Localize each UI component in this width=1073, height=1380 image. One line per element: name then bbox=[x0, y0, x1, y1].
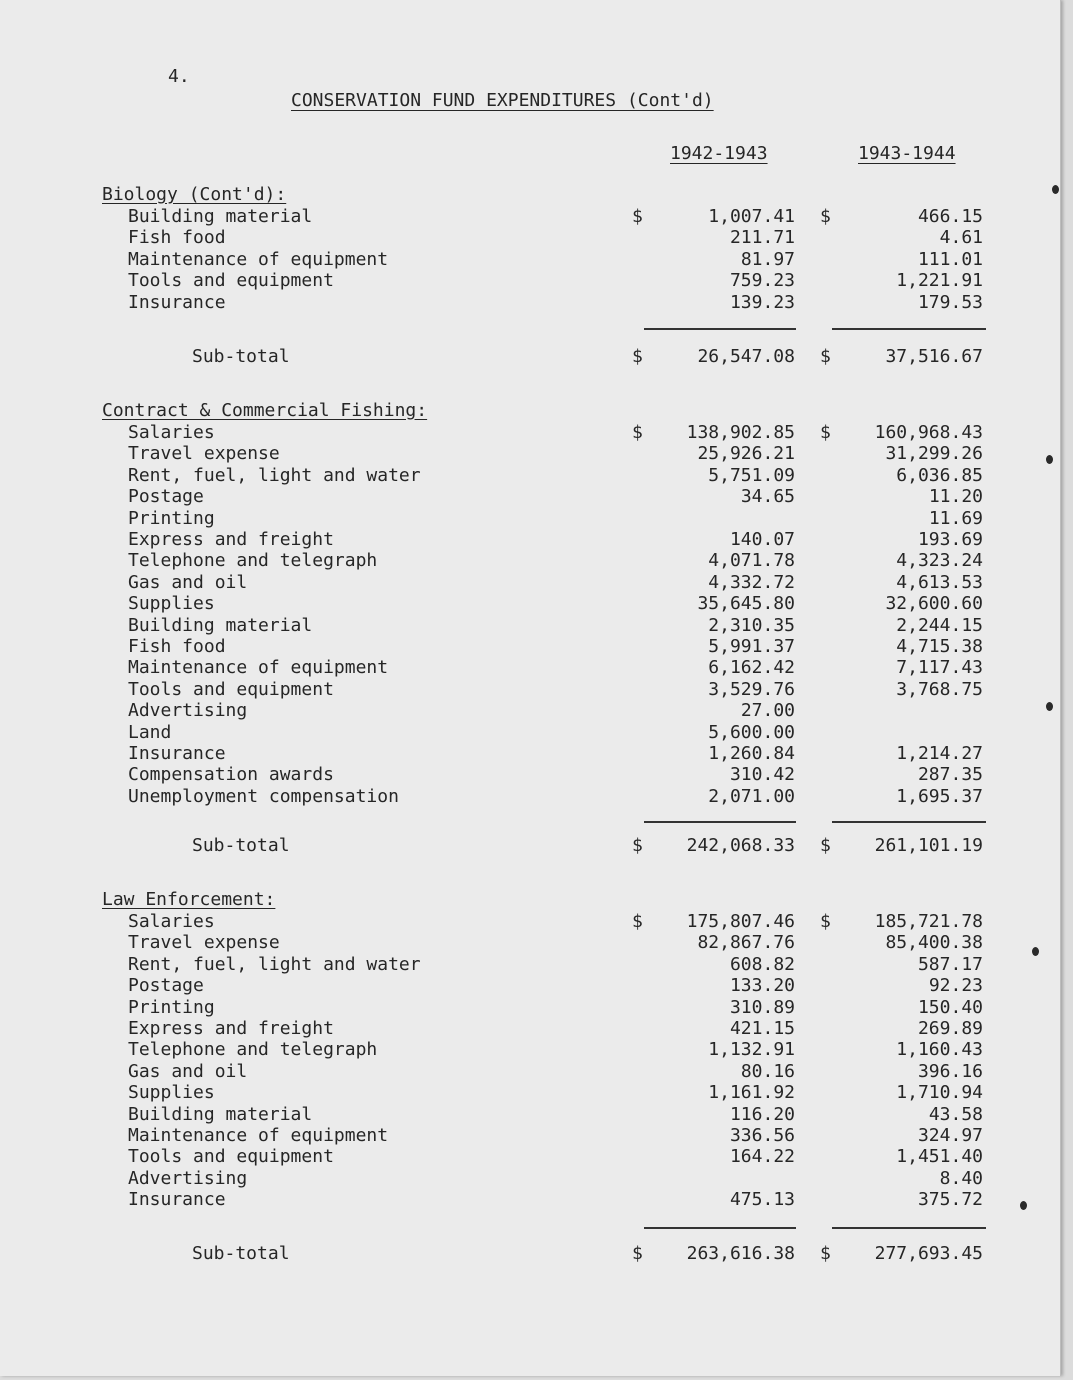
value-1943-1944: 179.53 bbox=[917, 291, 983, 313]
value-1943-1944: 11.69 bbox=[928, 507, 983, 529]
page-number: 4. bbox=[168, 66, 190, 87]
value-1942-1943: 139.23 bbox=[729, 291, 795, 313]
section-title: Biology (Cont'd): bbox=[102, 184, 287, 205]
value-1942-1943: 1,161.92 bbox=[708, 1082, 795, 1104]
row-label: Maintenance of equipment bbox=[128, 248, 389, 270]
table-row bbox=[0, 764, 1060, 785]
value-1943-1944: 1,160.43 bbox=[896, 1039, 983, 1061]
table-row bbox=[0, 486, 1060, 507]
row-label: Rent, fuel, light and water bbox=[128, 464, 421, 486]
value-1943-1944: 4.61 bbox=[939, 227, 983, 249]
value-1942-1943: 3,529.76 bbox=[708, 678, 795, 700]
row-label: Printing bbox=[128, 996, 215, 1018]
subtotal-rule bbox=[832, 1227, 986, 1229]
ink-blot bbox=[1032, 947, 1039, 956]
value-1943-1944: 1,710.94 bbox=[896, 1082, 983, 1104]
subtotal-label: Sub-total bbox=[192, 835, 290, 856]
row-label: Tools and equipment bbox=[128, 1146, 334, 1168]
row-label: Advertising bbox=[128, 700, 248, 722]
value-1943-1944: 185,721.78 bbox=[874, 911, 983, 932]
table-row bbox=[0, 249, 1060, 270]
column-header-1943-1944: 1943-1944 bbox=[858, 143, 956, 164]
table-row bbox=[0, 615, 1060, 636]
currency-symbol: $ bbox=[632, 835, 643, 856]
value-1942-1943: 336.56 bbox=[729, 1125, 795, 1146]
value-1942-1943: 116.20 bbox=[729, 1103, 795, 1125]
value-1942-1943: 475.13 bbox=[729, 1189, 795, 1211]
row-label: Telephone and telegraph bbox=[128, 1039, 378, 1061]
table-row bbox=[0, 743, 1060, 764]
table-row bbox=[0, 786, 1060, 807]
value-1942-1943: 138,902.85 bbox=[686, 422, 795, 443]
value-1942-1943: 82,867.76 bbox=[697, 932, 795, 954]
table-row bbox=[0, 270, 1060, 291]
subtotal-1943-1944: 261,101.19 bbox=[874, 835, 983, 856]
value-1942-1943: 310.89 bbox=[729, 996, 795, 1018]
column-header-1942-1943: 1942-1943 bbox=[670, 143, 768, 164]
subtotal-1942-1943: 26,547.08 bbox=[697, 346, 795, 367]
table-row bbox=[0, 679, 1060, 700]
table-row bbox=[0, 1146, 1060, 1167]
value-1943-1944: 396.16 bbox=[917, 1060, 983, 1082]
value-1942-1943: 35,645.80 bbox=[697, 593, 795, 615]
value-1943-1944: 466.15 bbox=[917, 206, 983, 227]
table-row bbox=[0, 700, 1060, 721]
ink-blot bbox=[1046, 702, 1053, 711]
row-label: Fish food bbox=[128, 636, 226, 657]
value-1942-1943: 4,071.78 bbox=[708, 550, 795, 572]
value-1942-1943: 2,310.35 bbox=[708, 614, 795, 636]
row-label: Building material bbox=[128, 206, 313, 227]
subtotal-rule bbox=[644, 821, 796, 823]
subtotal-label: Sub-total bbox=[192, 346, 290, 367]
value-1942-1943: 5,600.00 bbox=[708, 721, 795, 743]
row-label: Salaries bbox=[128, 422, 215, 443]
currency-symbol: $ bbox=[820, 422, 831, 443]
row-label: Maintenance of equipment bbox=[128, 1125, 389, 1146]
table-row bbox=[0, 1061, 1060, 1082]
table-row bbox=[0, 1189, 1060, 1210]
value-1943-1944: 1,451.40 bbox=[896, 1146, 983, 1168]
value-1943-1944: 111.01 bbox=[917, 248, 983, 270]
row-label: Advertising bbox=[128, 1167, 248, 1189]
value-1942-1943: 759.23 bbox=[729, 270, 795, 292]
row-label: Building material bbox=[128, 1103, 313, 1125]
value-1942-1943: 608.82 bbox=[729, 953, 795, 975]
value-1943-1944: 4,323.24 bbox=[896, 550, 983, 572]
row-label: Postage bbox=[128, 486, 204, 508]
row-label: Unemployment compensation bbox=[128, 785, 399, 807]
subtotal-rule bbox=[832, 328, 986, 330]
subtotal-1942-1943: 263,616.38 bbox=[686, 1243, 795, 1264]
subtotal-rule bbox=[832, 821, 986, 823]
row-label: Postage bbox=[128, 975, 204, 997]
subtotal-label: Sub-total bbox=[192, 1243, 290, 1264]
subtotal-1942-1943: 242,068.33 bbox=[686, 835, 795, 856]
value-1942-1943: 6,162.42 bbox=[708, 657, 795, 679]
table-row bbox=[0, 975, 1060, 996]
row-label: Supplies bbox=[128, 1082, 215, 1104]
currency-symbol: $ bbox=[820, 911, 831, 932]
subtotal-rule bbox=[644, 328, 796, 330]
value-1943-1944: 7,117.43 bbox=[896, 657, 983, 679]
value-1943-1944: 269.89 bbox=[917, 1018, 983, 1039]
value-1942-1943: 81.97 bbox=[740, 248, 795, 270]
currency-symbol: $ bbox=[820, 1243, 831, 1264]
currency-symbol: $ bbox=[632, 346, 643, 367]
subtotal-row bbox=[0, 1243, 1060, 1264]
section-title: Law Enforcement: bbox=[102, 889, 276, 910]
value-1942-1943: 175,807.46 bbox=[686, 911, 795, 932]
row-label: Building material bbox=[128, 614, 313, 636]
table-row bbox=[0, 572, 1060, 593]
row-label: Gas and oil bbox=[128, 571, 248, 593]
row-label: Telephone and telegraph bbox=[128, 550, 378, 572]
value-1943-1944: 31,299.26 bbox=[885, 443, 983, 465]
table-row bbox=[0, 443, 1060, 464]
row-label: Supplies bbox=[128, 593, 215, 615]
table-row bbox=[0, 1168, 1060, 1189]
value-1942-1943: 1,007.41 bbox=[708, 206, 795, 227]
subtotal-row bbox=[0, 835, 1060, 856]
value-1942-1943: 34.65 bbox=[740, 486, 795, 508]
value-1943-1944: 4,613.53 bbox=[896, 571, 983, 593]
value-1943-1944: 324.97 bbox=[917, 1125, 983, 1146]
value-1942-1943: 5,991.37 bbox=[708, 636, 795, 657]
table-row bbox=[0, 911, 1060, 932]
row-label: Tools and equipment bbox=[128, 270, 334, 292]
value-1942-1943: 2,071.00 bbox=[708, 785, 795, 807]
table-row bbox=[0, 292, 1060, 313]
currency-symbol: $ bbox=[632, 206, 643, 227]
row-label: Express and freight bbox=[128, 529, 334, 550]
value-1942-1943: 5,751.09 bbox=[708, 464, 795, 486]
row-label: Compensation awards bbox=[128, 764, 334, 786]
page-title: CONSERVATION FUND EXPENDITURES (Cont'd) bbox=[291, 90, 714, 111]
table-row bbox=[0, 1104, 1060, 1125]
table-row bbox=[0, 593, 1060, 614]
value-1943-1944: 160,968.43 bbox=[874, 422, 983, 443]
value-1943-1944: 1,221.91 bbox=[896, 270, 983, 292]
table-row bbox=[0, 227, 1060, 248]
value-1942-1943: 140.07 bbox=[729, 529, 795, 550]
value-1942-1943: 4,332.72 bbox=[708, 571, 795, 593]
ink-blot bbox=[1046, 455, 1053, 464]
value-1943-1944: 375.72 bbox=[917, 1189, 983, 1211]
section-title: Contract & Commercial Fishing: bbox=[102, 400, 428, 421]
row-label: Travel expense bbox=[128, 443, 280, 465]
value-1942-1943: 25,926.21 bbox=[697, 443, 795, 465]
table-row bbox=[0, 206, 1060, 227]
value-1942-1943: 310.42 bbox=[729, 764, 795, 786]
table-row bbox=[0, 465, 1060, 486]
row-label: Express and freight bbox=[128, 1018, 334, 1039]
row-label: Gas and oil bbox=[128, 1060, 248, 1082]
value-1943-1944: 287.35 bbox=[917, 764, 983, 786]
table-row bbox=[0, 722, 1060, 743]
row-label: Insurance bbox=[128, 743, 226, 764]
row-label: Printing bbox=[128, 507, 215, 529]
table-row bbox=[0, 1018, 1060, 1039]
table-row bbox=[0, 550, 1060, 571]
value-1943-1944: 32,600.60 bbox=[885, 593, 983, 615]
value-1943-1944: 11.20 bbox=[928, 486, 983, 508]
currency-symbol: $ bbox=[632, 911, 643, 932]
row-label: Maintenance of equipment bbox=[128, 657, 389, 679]
value-1942-1943: 211.71 bbox=[729, 227, 795, 249]
table-row bbox=[0, 636, 1060, 657]
value-1943-1944: 1,695.37 bbox=[896, 785, 983, 807]
row-label: Insurance bbox=[128, 1189, 226, 1211]
subtotal-row bbox=[0, 346, 1060, 367]
table-row bbox=[0, 508, 1060, 529]
row-label: Land bbox=[128, 721, 172, 743]
currency-symbol: $ bbox=[632, 1243, 643, 1264]
row-label: Travel expense bbox=[128, 932, 280, 954]
table-row bbox=[0, 657, 1060, 678]
value-1943-1944: 3,768.75 bbox=[896, 678, 983, 700]
value-1943-1944: 6,036.85 bbox=[896, 464, 983, 486]
value-1943-1944: 193.69 bbox=[917, 529, 983, 550]
value-1943-1944: 85,400.38 bbox=[885, 932, 983, 954]
value-1943-1944: 43.58 bbox=[928, 1103, 983, 1125]
value-1943-1944: 92.23 bbox=[928, 975, 983, 997]
ink-blot bbox=[1052, 185, 1059, 194]
value-1942-1943: 1,260.84 bbox=[708, 743, 795, 764]
value-1942-1943: 133.20 bbox=[729, 975, 795, 997]
row-label: Rent, fuel, light and water bbox=[128, 953, 421, 975]
value-1942-1943: 421.15 bbox=[729, 1018, 795, 1039]
row-label: Salaries bbox=[128, 911, 215, 932]
currency-symbol: $ bbox=[820, 835, 831, 856]
currency-symbol: $ bbox=[820, 346, 831, 367]
value-1942-1943: 164.22 bbox=[729, 1146, 795, 1168]
table-row bbox=[0, 422, 1060, 443]
subtotal-1943-1944: 37,516.67 bbox=[885, 346, 983, 367]
value-1942-1943: 1,132.91 bbox=[708, 1039, 795, 1061]
value-1943-1944: 150.40 bbox=[917, 996, 983, 1018]
currency-symbol: $ bbox=[820, 206, 831, 227]
table-row bbox=[0, 932, 1060, 953]
table-row bbox=[0, 954, 1060, 975]
row-label: Fish food bbox=[128, 227, 226, 249]
row-label: Insurance bbox=[128, 291, 226, 313]
subtotal-rule bbox=[644, 1227, 796, 1229]
ink-blot bbox=[1020, 1201, 1027, 1210]
table-row bbox=[0, 529, 1060, 550]
table-row bbox=[0, 997, 1060, 1018]
row-label: Tools and equipment bbox=[128, 678, 334, 700]
value-1943-1944: 587.17 bbox=[917, 953, 983, 975]
table-row bbox=[0, 1039, 1060, 1060]
value-1943-1944: 4,715.38 bbox=[896, 636, 983, 657]
value-1943-1944: 2,244.15 bbox=[896, 614, 983, 636]
value-1943-1944: 8.40 bbox=[939, 1167, 983, 1189]
table-row bbox=[0, 1082, 1060, 1103]
table-row bbox=[0, 1125, 1060, 1146]
value-1942-1943: 27.00 bbox=[740, 700, 795, 722]
subtotal-1943-1944: 277,693.45 bbox=[874, 1243, 983, 1264]
currency-symbol: $ bbox=[632, 422, 643, 443]
value-1943-1944: 1,214.27 bbox=[896, 743, 983, 764]
value-1942-1943: 80.16 bbox=[740, 1060, 795, 1082]
